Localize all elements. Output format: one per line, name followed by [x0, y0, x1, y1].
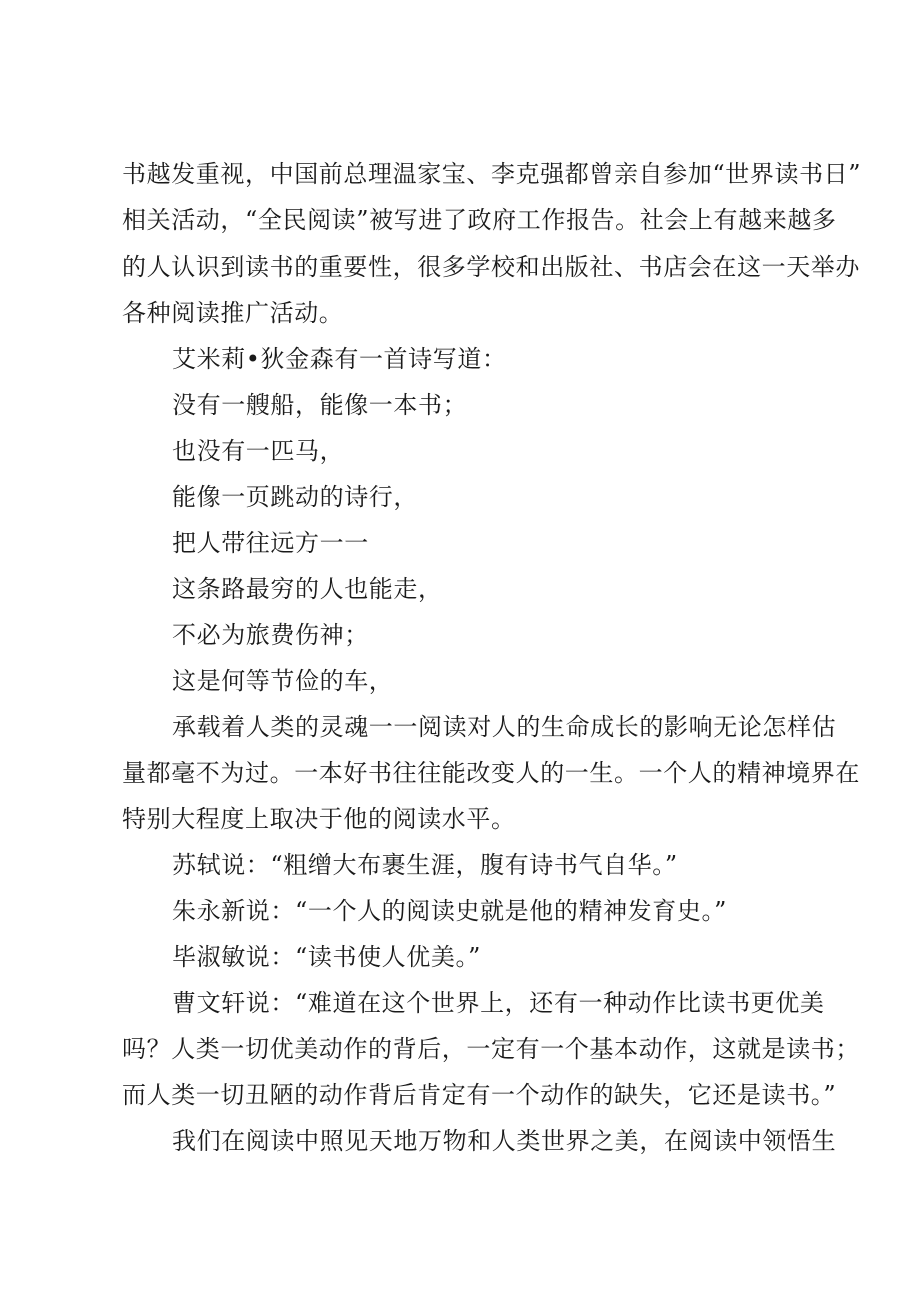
text-line: 量都毫不为过。一本好书往往能改变人的一生。一个人的精神境界在 [122, 759, 860, 787]
text-line: 特别大程度上取决于他的阅读水平。 [122, 805, 516, 833]
text-line: 相关活动，“全民阅读”被写进了政府工作报告。社会上有越来越多 [122, 206, 837, 234]
poem-line: 能像一页跳动的诗行， [172, 483, 418, 511]
quote-line: 曹文轩说：“难道在这个世界上，还有一种动作比读书更优美 [172, 989, 825, 1017]
quote-line: 而人类一切丑陋的动作背后肯定有一个动作的缺失，它还是读书。” [122, 1081, 837, 1109]
text-line: 各种阅读推广活动。 [122, 299, 344, 327]
text-line: 我们在阅读中照见天地万物和人类世界之美，在阅读中领悟生 [172, 1127, 837, 1155]
text-line: 的人认识到读书的重要性，很多学校和出版社、书店会在这一天举办 [122, 253, 860, 281]
quote-line: 毕淑敏说：“读书使人优美。” [172, 943, 481, 971]
quote-line: 朱永新说：“一个人的阅读史就是他的精神发育史。” [172, 897, 727, 925]
poem-line: 这是何等节俭的车， [172, 667, 394, 695]
quote-line: 吗？人类一切优美动作的背后，一定有一个基本动作，这就是读书； [122, 1035, 860, 1063]
quote-line: 苏轼说：“粗缯大布裹生涯，腹有诗书气自华。” [172, 851, 678, 879]
poem-line: 没有一艘船，能像一本书； [172, 391, 468, 419]
poem-line: 把人带往远方一一 [172, 529, 369, 557]
poem-line: 也没有一匹马， [172, 437, 345, 465]
poem-line: 这条路最穷的人也能走， [172, 575, 443, 603]
poem-line: 不必为旅费伤神； [172, 621, 369, 649]
text-line: 艾米莉•狄金森有一首诗写道： [172, 345, 507, 373]
text-line: 书越发重视，中国前总理温家宝、李克强都曾亲自参加“世界读书日” [122, 160, 862, 188]
text-line: 承载着人类的灵魂一一阅读对人的生命成长的影响无论怎样估 [172, 713, 837, 741]
